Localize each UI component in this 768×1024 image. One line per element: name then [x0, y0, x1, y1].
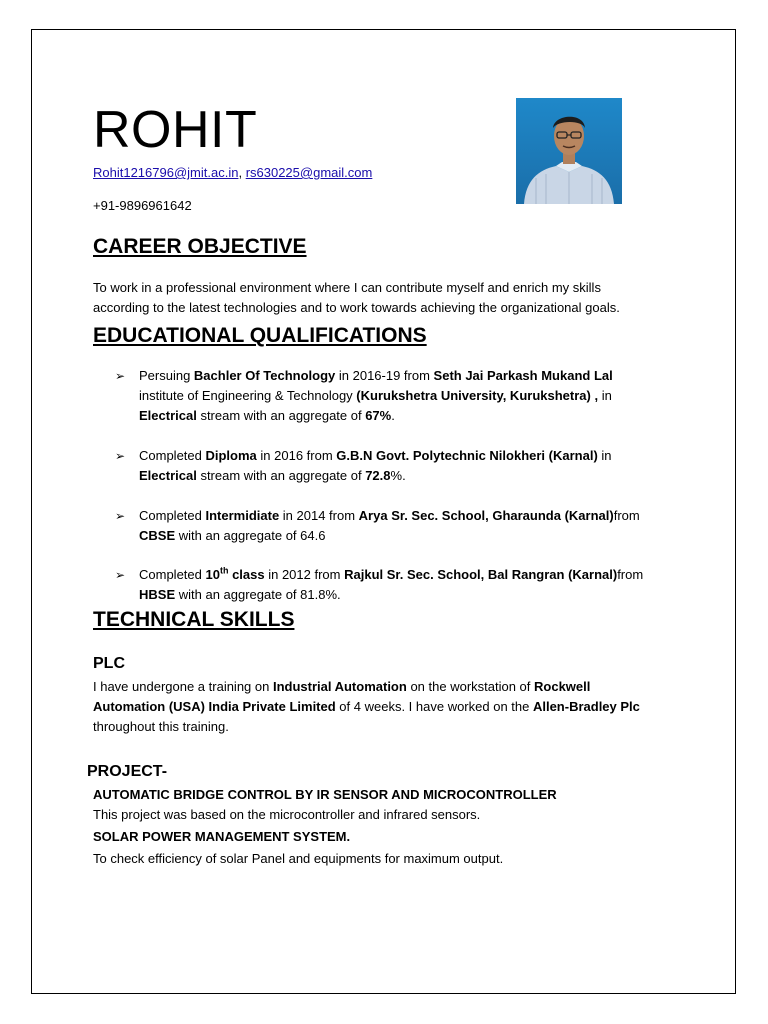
- bullet-arrow-icon: ➢: [115, 568, 126, 582]
- email-link-1[interactable]: Rohit1216796@jmit.ac.in: [93, 165, 239, 180]
- project-2-title: SOLAR POWER MANAGEMENT SYSTEM.: [93, 829, 351, 844]
- profile-photo: [516, 98, 622, 204]
- education-item-10th: ➢ Completed 10th class in 2012 from Rajkul Sr. Sec. School, Bal Rangran (Karnal)from HBSE with an aggregate of 81.8%.: [115, 565, 644, 602]
- bullet-arrow-icon: ➢: [115, 369, 126, 383]
- career-objective-heading: CAREER OBJECTIVE: [93, 235, 307, 258]
- education-item-btech: ➢ Persuing Bachler Of Technology in 2016-19 from Seth Jai Parkash Mukand Lal institute of Engineering & Technology (Kurukshetra University, Kurukshetra) , in Electrical stream with an aggregate of 67%.: [115, 368, 613, 423]
- education-item-diploma: ➢ Completed Diploma in 2016 from G.B.N Govt. Polytechnic Nilokheri (Karnal) in Electrical stream with an aggregate of 72.8%.: [115, 448, 612, 483]
- candidate-name: ROHIT: [93, 101, 258, 159]
- education-item-intermediate: ➢ Completed Intermidiate in 2014 from Arya Sr. Sec. School, Gharaunda (Karnal)from CBSE with an aggregate of 64.6: [115, 508, 640, 543]
- email-link-2[interactable]: rs630225@gmail.com: [245, 165, 373, 180]
- project-heading: PROJECT-: [87, 763, 168, 780]
- project-2-description: To check efficiency of solar Panel and equipments for maximum output.: [93, 851, 504, 866]
- career-objective-text: [93, 278, 713, 318]
- contact-phone: +91-9896961642: [93, 198, 192, 213]
- career-line-1: To work in a professional environment where I can contribute myself and enrich my skills: [93, 280, 601, 295]
- bullet-arrow-icon: ➢: [115, 509, 126, 523]
- bullet-arrow-icon: ➢: [115, 449, 126, 463]
- plc-subheading: PLC: [93, 655, 125, 672]
- plc-description: I have undergone a training on Industrial Automation on the workstation of Rockwell Automation (USA) India Private Limited of 4 weeks. I have worked on the Allen-Bradley Plc throughout this training.: [93, 679, 640, 734]
- technical-skills-heading: TECHNICAL SKILLS: [93, 608, 295, 631]
- education-heading: EDUCATIONAL QUALIFICATIONS: [93, 324, 427, 347]
- email-separator: ,: [238, 165, 246, 180]
- project-1-title: AUTOMATIC BRIDGE CONTROL BY IR SENSOR AND MICROCONTROLLER: [93, 787, 557, 802]
- career-line-2: according to the latest technologies and to work towards achieving the organizational goals.: [93, 300, 620, 315]
- project-1-description: This project was based on the microcontroller and infrared sensors.: [93, 807, 481, 822]
- contact-emails: [93, 165, 372, 181]
